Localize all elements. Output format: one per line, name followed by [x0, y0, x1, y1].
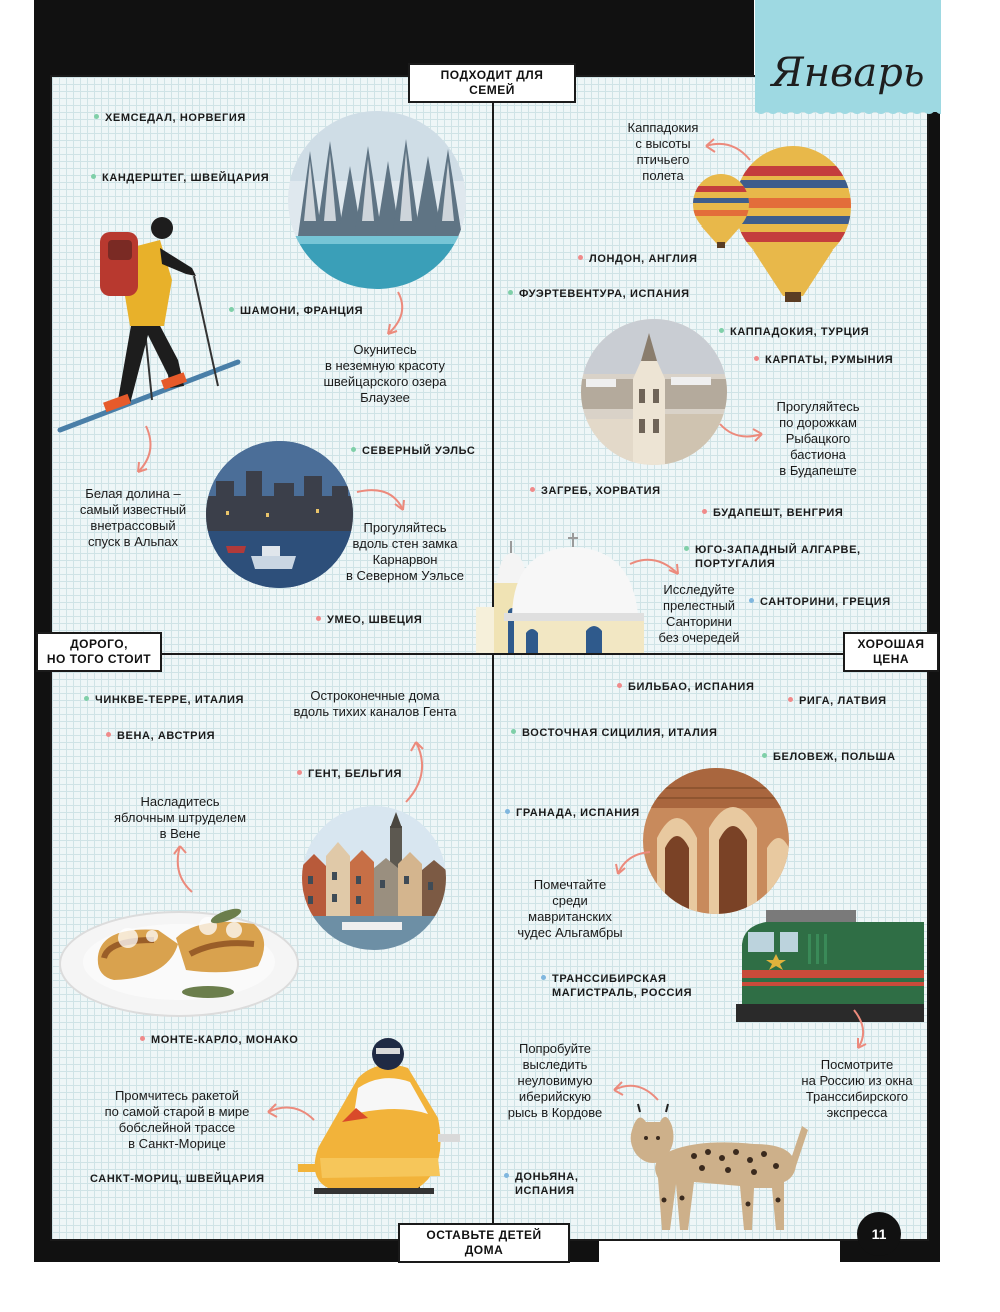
skier-figure	[60, 210, 240, 440]
bullet-dot	[505, 809, 510, 814]
caption-alhambra: Помечтайте среди мавританских чудес Альгамбры	[517, 877, 623, 940]
caption-transsib: Посмотрите на Россию из окна Транссибирского экспресса	[801, 1057, 913, 1120]
place-transsib-line2: МАГИСТРАЛЬ, РОССИЯ	[552, 987, 693, 999]
bullet-dot	[91, 174, 96, 179]
place-label: САНКТ-МОРИЦ, ШВЕЙЦАРИЯ	[90, 1173, 265, 1185]
caption-caernarfon: Прогуляйтесь вдоль стен замка Карнарвон в Северном Уэльсе	[345, 520, 464, 583]
place-algarve	[684, 543, 861, 571]
place-riga	[788, 694, 887, 708]
bullet-dot	[84, 696, 89, 701]
caernarfon-castle-photo	[206, 441, 353, 588]
bullet-dot	[702, 509, 707, 514]
place-carpathians	[754, 353, 893, 367]
place-label: ФУЭРТЕВЕНТУРА, ИСПАНИЯ	[519, 288, 690, 300]
place-label: ХЕМСЕДАЛ, НОРВЕГИЯ	[105, 112, 246, 124]
caption-strudel: Насладитесь яблочным штруделем в Вене	[113, 794, 247, 841]
place-cappadocia	[719, 325, 869, 339]
bullet-dot	[754, 356, 759, 361]
place-cinque-terre	[84, 693, 244, 707]
place-label: ВОСТОЧНАЯ СИЦИЛИЯ, ИТАЛИЯ	[522, 727, 718, 739]
bullet-dot	[578, 255, 583, 260]
arrow-transsib	[848, 1008, 872, 1052]
fishermans-bastion-photo	[581, 319, 727, 465]
place-algarve-line1	[684, 543, 861, 557]
place-label: СЕВЕРНЫЙ УЭЛЬС	[362, 445, 476, 457]
place-ghent	[297, 767, 402, 781]
axis-label-bottom: ОСТАВЬТЕ ДЕТЕЙ ДОМА	[398, 1223, 570, 1263]
arrow-lynx	[610, 1078, 662, 1104]
place-transsib-line1	[541, 972, 692, 986]
caption-cappadocia: Каппадокия с высоты птичьего полета	[627, 120, 699, 183]
bullet-dot	[788, 697, 793, 702]
place-algarve-line2: ПОРТУГАЛИЯ	[695, 558, 776, 570]
month-tab	[755, 0, 941, 112]
axis-label-left-line2: НО ТОГО СТОИТ	[46, 652, 152, 666]
place-label: САНТОРИНИ, ГРЕЦИЯ	[760, 596, 891, 608]
alhambra-photo	[643, 768, 789, 914]
bullet-dot	[762, 753, 767, 758]
place-label: ШАМОНИ, ФРАНЦИЯ	[240, 305, 364, 317]
place-label: РИГА, ЛАТВИЯ	[799, 695, 887, 707]
place-hemsedal	[94, 111, 246, 125]
place-umeo	[316, 613, 422, 627]
bullet-dot	[297, 770, 302, 775]
place-label: ГРАНАДА, ИСПАНИЯ	[516, 807, 640, 819]
place-label: ГЕНТ, БЕЛЬГИЯ	[308, 768, 402, 780]
place-chamonix	[229, 304, 363, 318]
bullet-dot	[530, 487, 535, 492]
bullet-dot	[541, 975, 546, 980]
axis-label-right-line1: ХОРОШАЯ	[857, 637, 925, 651]
caption-fishermans-bastion: Прогуляйтесь по дорожкам Рыбацкого бастиона в Будапеште	[776, 399, 860, 478]
iberian-lynx	[624, 1108, 808, 1234]
horizontal-axis	[50, 653, 927, 655]
bullet-dot	[719, 328, 724, 333]
place-label: ВЕНА, АВСТРИЯ	[117, 730, 216, 742]
place-label: КАРПАТЫ, РУМЫНИЯ	[765, 354, 894, 366]
place-budapest	[702, 506, 843, 520]
place-transsib	[541, 972, 692, 1000]
place-label: БИЛЬБАО, ИСПАНИЯ	[628, 681, 755, 693]
ghent-canal-photo	[302, 806, 446, 950]
trans-siberian-train	[736, 908, 924, 1022]
scallop-edge	[755, 105, 941, 119]
place-north-wales	[351, 444, 475, 458]
place-fuerteventura	[508, 287, 690, 301]
bullet-dot	[94, 114, 99, 119]
blausee-lake-photo	[288, 111, 466, 289]
place-label: ЮГО-ЗАПАДНЫЙ АЛГАРВЕ,	[695, 544, 861, 556]
place-label: МОНТЕ-КАРЛО, МОНАКО	[151, 1034, 299, 1046]
place-london	[578, 252, 697, 266]
place-label: ДОНЬЯНА,	[515, 1171, 579, 1183]
bullet-dot	[508, 290, 513, 295]
axis-label-left	[36, 632, 162, 672]
place-sicily	[511, 726, 717, 740]
bullet-dot	[140, 1036, 145, 1041]
bullet-dot	[351, 447, 356, 452]
caption-blausee: Окунитесь в неземную красоту швейцарского озера Блаузее	[323, 342, 447, 405]
axis-label-left-line1: ДОРОГО,	[70, 637, 128, 651]
caption-white-valley: Белая долина – самый известный внетрассовый спуск в Альпах	[79, 486, 187, 549]
arrow-santorini	[628, 552, 686, 582]
place-label: БЕЛОВЕЖ, ПОЛЬША	[773, 751, 896, 763]
place-santorini	[749, 595, 891, 609]
place-label: КАППАДОКИЯ, ТУРЦИЯ	[730, 326, 870, 338]
arrow-caernarfon	[355, 484, 409, 516]
place-kandersteg	[91, 171, 269, 185]
place-monte-carlo	[140, 1033, 298, 1047]
arrow-bastion	[718, 420, 766, 446]
arrow-alhambra	[610, 848, 654, 878]
arrow-white-valley	[128, 424, 158, 476]
place-label: ТРАНССИБИРСКАЯ	[552, 973, 667, 985]
apple-strudel-plate	[58, 900, 300, 1020]
place-st-moritz	[90, 1172, 265, 1186]
place-vienna	[106, 729, 215, 743]
arrow-strudel	[170, 842, 198, 894]
arrow-blausee	[380, 290, 410, 340]
place-donana-line1	[504, 1170, 578, 1184]
place-label: ЧИНКВЕ-ТЕРРЕ, ИТАЛИЯ	[95, 694, 244, 706]
bullet-dot	[316, 616, 321, 621]
vertical-axis	[492, 75, 494, 1237]
bullet-dot	[511, 729, 516, 734]
caption-lynx: Попробуйте выследить неуловимую иберийскую рысь в Кордове	[507, 1041, 603, 1120]
place-donana	[504, 1170, 578, 1198]
place-bialowieza	[762, 750, 896, 764]
place-granada	[505, 806, 640, 820]
page-number: 11	[857, 1212, 901, 1256]
bullet-dot	[106, 732, 111, 737]
axis-label-right-line2: ЦЕНА	[872, 652, 910, 666]
bullet-dot	[504, 1173, 509, 1178]
place-label: УМЕО, ШВЕЦИЯ	[327, 614, 423, 626]
place-label: КАНДЕРШТЕГ, ШВЕЙЦАРИЯ	[102, 172, 270, 184]
axis-label-right	[843, 632, 939, 672]
arrow-ghent	[398, 738, 432, 804]
place-bilbao	[617, 680, 754, 694]
place-label: ЗАГРЕБ, ХОРВАТИЯ	[541, 485, 661, 497]
frame-top	[34, 0, 754, 75]
place-donana-line2: ИСПАНИЯ	[515, 1185, 575, 1197]
caption-ghent: Остроконечные дома вдоль тихих каналов Гента	[293, 688, 457, 719]
santorini-church	[476, 515, 650, 653]
place-label: БУДАПЕШТ, ВЕНГРИЯ	[713, 507, 844, 519]
frame-left	[34, 0, 50, 1262]
place-zagreb	[530, 484, 661, 498]
place-label: ЛОНДОН, АНГЛИЯ	[589, 253, 698, 265]
hot-air-balloons	[693, 146, 855, 306]
caption-bobsleigh: Промчитесь ракетой по самой старой в мире бобслейной трассе в Санкт-Морице	[104, 1088, 250, 1151]
month-title: Январь	[771, 50, 925, 96]
axis-label-top: ПОДХОДИТ ДЛЯ СЕМЕЙ	[408, 63, 576, 103]
bullet-dot	[684, 546, 689, 551]
caption-santorini: Исследуйте прелестный Санторини без очередей	[658, 582, 740, 645]
bobsleigh-figure	[298, 1038, 464, 1208]
bullet-dot	[617, 683, 622, 688]
